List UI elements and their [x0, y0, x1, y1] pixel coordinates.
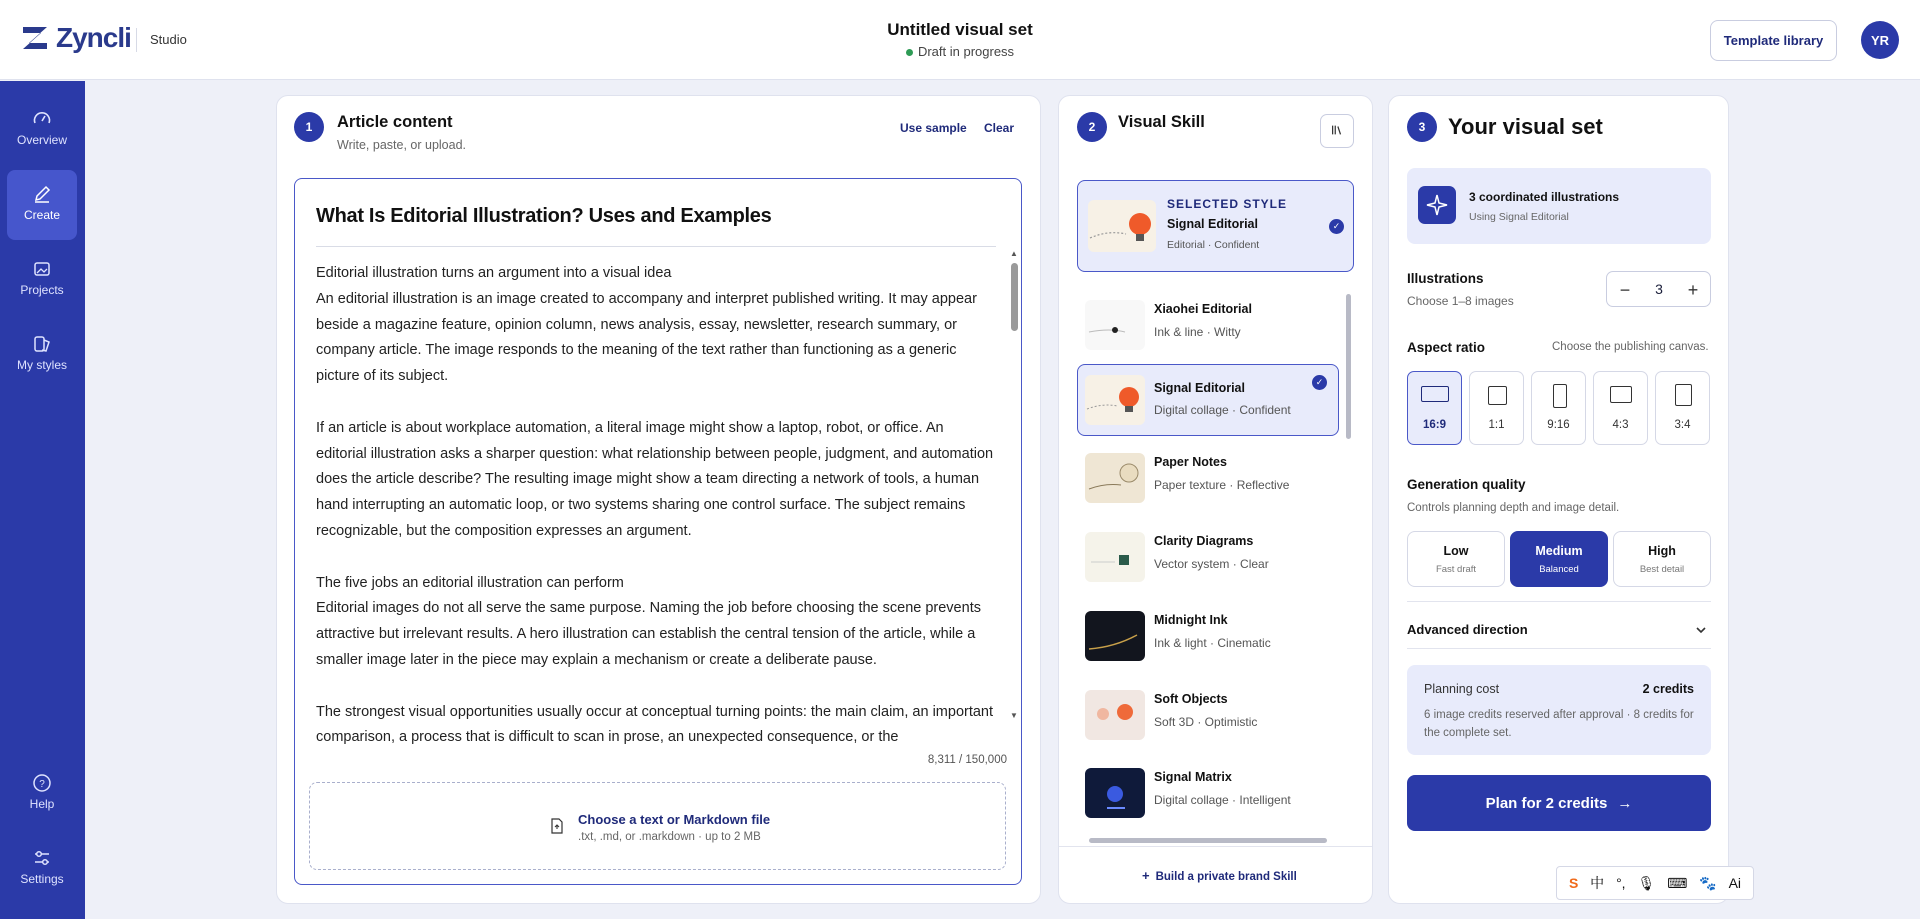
gauge-icon [32, 109, 52, 129]
punctuation-icon[interactable]: °, [1616, 875, 1626, 891]
skill-name: Clarity Diagrams [1154, 534, 1254, 548]
illustrations-stepper [1606, 271, 1711, 307]
quality-hint: Controls planning depth and image detail. [1407, 502, 1620, 514]
check-icon: ✓ [1329, 219, 1344, 234]
styles-icon [32, 334, 52, 354]
file-upload-dropzone[interactable] [309, 782, 1006, 870]
quality-name: High [1648, 544, 1676, 558]
skill-item-signal-matrix[interactable] [1077, 758, 1339, 830]
build-label: Build a private brand Skill [1155, 871, 1297, 883]
divider [1407, 648, 1711, 649]
sparkle-icon [1418, 186, 1456, 224]
sidebar [0, 81, 85, 919]
increment-button[interactable]: + [1681, 278, 1705, 302]
skill-meta: Ink & line · Witty [1154, 325, 1241, 339]
paragraph: The five jobs an editorial illustration can perform Editorial images do not all serve the same purpose. Naming the job before choosing the scene prevents attractive but irrelevant results. A hero illustration can establish the central tension of the article, while a smaller image later in the piece may explain a mechanism or create a deliberate pause. [316, 574, 981, 668]
illustrations-value[interactable]: 3 [1655, 281, 1663, 297]
skill-item-clarity-diagrams[interactable] [1077, 522, 1339, 594]
aspect-3-4-icon [1675, 384, 1692, 406]
ime-toolbar [1556, 866, 1754, 900]
sidebar-item-my-styles[interactable] [7, 320, 77, 390]
chevron-down-icon[interactable] [1695, 624, 1707, 636]
aspect-option-label: 3:4 [1674, 419, 1691, 431]
diagram-thumbnail-icon [1085, 532, 1145, 582]
skill-name: Midnight Ink [1154, 613, 1228, 627]
file-icon [550, 818, 564, 834]
paragraph: If an article is about workplace automation, a literal image might show a laptop, robot, or office. An editorial illustration asks a sharper question: what relationship between people, judgment, and automation does the article describe? The resulting image might show a team directing a network of tools, a human hand interrupting an automatic loop, or two systems sharing one control surface. The subject remains recognizable, but the composition expresses an argument. [316, 419, 994, 539]
aspect-4-3-icon [1610, 386, 1632, 403]
quality-label: Generation quality [1407, 477, 1526, 492]
article-body[interactable] [316, 261, 996, 746]
skill-name: Signal Matrix [1154, 770, 1232, 784]
skill-name: Paper Notes [1154, 455, 1227, 469]
sidebar-item-settings[interactable] [7, 834, 77, 904]
selected-style-meta: Editorial · Confident [1167, 239, 1260, 251]
bulb-thumbnail-icon [1088, 200, 1156, 252]
sidebar-item-help[interactable] [7, 759, 77, 829]
selected-style-name: Signal Editorial [1167, 217, 1258, 231]
cost-label: Planning cost [1424, 682, 1500, 696]
svg-text:?: ? [39, 779, 45, 790]
skill-name: Xiaohei Editorial [1154, 302, 1252, 316]
plus-icon: + [1142, 868, 1150, 883]
upload-title: Choose a text or Markdown file [578, 812, 771, 827]
skill-meta: Paper texture · Reflective [1154, 478, 1290, 492]
quality-name: Low [1443, 544, 1469, 558]
aspect-ratio-label: Aspect ratio [1407, 340, 1486, 355]
sidebar-item-label: Create [23, 208, 61, 222]
use-sample-button[interactable]: Use sample [900, 121, 967, 135]
skill-list-horizontal-scrollbar[interactable] [1089, 838, 1327, 843]
style-thumbnail [1085, 611, 1145, 661]
paragraph: Editorial illustration turns an argument into a visual idea An editorial illustration is an image created to accompany and interpret published writing. It may appear beside a magazine feature, opinion column, news analysis, essay, newsletter, research summary, or company article. The image responds to the meaning of the text rather than functioning as a generic picture of its subject. [316, 265, 977, 385]
sidebar-item-label: Settings [20, 872, 64, 886]
midnight-thumbnail-icon [1085, 611, 1145, 661]
skill-list [1077, 290, 1345, 840]
divider [136, 28, 137, 52]
top-bar [0, 0, 1920, 80]
aspect-option-label: 9:16 [1547, 419, 1570, 431]
document-title[interactable]: Untitled visual set [887, 20, 1033, 39]
aspect-option-9-16[interactable] [1531, 371, 1586, 445]
soft-3d-thumbnail-icon [1085, 690, 1145, 740]
aspect-1-1-icon [1488, 386, 1507, 405]
help-icon [32, 773, 52, 793]
divider [1407, 601, 1711, 602]
skill-item-soft-objects[interactable] [1077, 680, 1339, 752]
selected-style-label: SELECTED STYLE [1167, 197, 1288, 211]
step-badge: 3 [1407, 112, 1437, 142]
panel-subtitle: Write, paste, or upload. [337, 138, 467, 152]
quality-sub: Balanced [1539, 564, 1579, 575]
skill-meta: Soft 3D · Optimistic [1154, 715, 1258, 729]
style-thumbnail [1085, 453, 1145, 503]
skill-library-button[interactable] [1320, 114, 1354, 148]
divider [316, 246, 996, 247]
illustrations-hint: Choose 1–8 images [1407, 294, 1514, 308]
skill-item-signal-editorial[interactable] [1077, 364, 1339, 436]
ink-thumbnail-icon [1085, 300, 1145, 350]
library-icon [1330, 123, 1344, 137]
style-thumbnail [1085, 300, 1145, 350]
status-text: Draft in progress [917, 44, 1015, 59]
decrement-button[interactable]: − [1613, 278, 1637, 302]
skill-list-scrollbar[interactable] [1346, 294, 1351, 439]
step-badge: 2 [1077, 112, 1107, 142]
divider [1059, 846, 1372, 847]
quality-option-medium[interactable] [1510, 531, 1608, 587]
advanced-direction-toggle[interactable]: Advanced direction [1407, 622, 1528, 637]
skill-meta: Vector system · Clear [1154, 557, 1269, 571]
folder-image-icon [32, 259, 52, 279]
skill-meta: Ink & light · Cinematic [1154, 636, 1271, 650]
aspect-option-label: 16:9 [1422, 419, 1447, 431]
logo[interactable] [20, 22, 131, 54]
logo-mark-icon [20, 23, 50, 53]
article-heading[interactable]: What Is Editorial Illustration? Uses and Examples [316, 205, 772, 227]
template-library-button[interactable]: Template library [1710, 20, 1837, 61]
check-icon: ✓ [1312, 375, 1327, 390]
panel-title: Visual Skill [1118, 113, 1205, 131]
sidebar-item-projects[interactable] [7, 245, 77, 315]
aspect-9-16-icon [1553, 384, 1567, 408]
avatar[interactable]: YR [1861, 21, 1899, 59]
sidebar-item-overview[interactable] [7, 95, 77, 165]
cost-value: 2 credits [1642, 682, 1694, 696]
arrow-right-icon: → [1617, 794, 1633, 812]
skill-meta: Digital collage · Confident [1154, 403, 1291, 417]
document-status [760, 44, 1160, 59]
ai-icon[interactable]: Ai [1728, 875, 1742, 891]
plan-label: Plan for 2 credits [1485, 794, 1608, 812]
build-brand-skill-button[interactable] [1142, 868, 1297, 883]
quality-sub: Fast draft [1435, 564, 1477, 575]
aspect-option-3-4[interactable] [1655, 371, 1710, 445]
quality-option-low[interactable] [1407, 531, 1505, 587]
cost-note: 6 image credits reserved after approval · 8 credits for the complete set. [1424, 709, 1694, 739]
paw-icon[interactable]: 🐾 [1699, 874, 1717, 891]
skill-item-paper-notes[interactable] [1077, 443, 1339, 515]
summary-subtitle: Using Signal Editorial [1469, 211, 1569, 223]
sliders-icon [32, 848, 52, 868]
style-thumbnail [1085, 690, 1145, 740]
style-thumbnail [1085, 375, 1145, 425]
pen-icon [32, 184, 52, 204]
keyboard-icon[interactable]: ⌨ [1667, 874, 1688, 891]
character-count: 8,311 / 150,000 [927, 754, 1007, 766]
planning-cost-box [1407, 665, 1711, 755]
quality-option-high[interactable] [1613, 531, 1711, 587]
aspect-option-4-3[interactable] [1593, 371, 1648, 445]
skill-name: Soft Objects [1154, 692, 1228, 706]
studio-label: Studio [150, 32, 187, 47]
microphone-icon[interactable]: 🎙 [1637, 874, 1656, 891]
sidebar-item-create[interactable] [7, 170, 77, 240]
aspect-option-16-9[interactable] [1407, 371, 1462, 445]
skill-name: Signal Editorial [1154, 381, 1245, 395]
aspect-16-9-icon [1421, 386, 1449, 402]
skill-item-xiaohei-editorial[interactable] [1077, 290, 1339, 362]
clear-button[interactable]: Clear [984, 121, 1015, 135]
upload-hint: .txt, .md, or .markdown · up to 2 MB [578, 831, 761, 843]
sidebar-item-label: Overview [16, 133, 67, 147]
step-badge: 1 [294, 112, 324, 142]
paper-bulb-thumbnail-icon [1085, 453, 1145, 503]
selected-style-card[interactable] [1077, 180, 1354, 272]
aspect-option-label: 4:3 [1612, 419, 1629, 431]
summary-title: 3 coordinated illustrations [1469, 190, 1620, 204]
style-thumbnail [1085, 768, 1145, 818]
panel-title: Article content [337, 113, 453, 131]
matrix-thumbnail-icon [1085, 768, 1145, 818]
aspect-ratio-hint: Choose the publishing canvas. [1552, 341, 1709, 353]
paragraph: The strongest visual opportunities usually occur at conceptual turning points: the main claim, an important comparison, a process that is difficult to scan in prose, an unexpected consequence, or the [316, 703, 994, 746]
aspect-option-1-1[interactable] [1469, 371, 1524, 445]
sidebar-item-label: My styles [16, 358, 67, 372]
panel-title: Your visual set [1448, 114, 1603, 139]
scroll-down-icon[interactable]: ▼ [1010, 711, 1018, 720]
skill-meta: Digital collage · Intelligent [1154, 793, 1291, 807]
skill-item-midnight-ink[interactable] [1077, 601, 1339, 673]
sidebar-item-label: Help [29, 797, 55, 811]
illustrations-label: Illustrations [1407, 271, 1484, 286]
style-thumbnail [1085, 532, 1145, 582]
style-thumbnail [1088, 200, 1156, 252]
set-summary [1407, 168, 1711, 244]
article-editor[interactable] [294, 178, 1022, 885]
logo-text: Zyncli [56, 22, 131, 53]
sidebar-item-label: Projects [20, 283, 64, 297]
quality-name: Medium [1535, 544, 1583, 558]
status-dot-icon [906, 49, 913, 56]
bulb-thumbnail-icon [1085, 375, 1145, 425]
quality-sub: Best detail [1639, 564, 1685, 575]
scrollbar[interactable] [1011, 263, 1018, 331]
sogou-icon[interactable]: S [1568, 875, 1579, 891]
chinese-mode-icon[interactable]: 中 [1590, 875, 1605, 891]
scroll-up-icon[interactable]: ▲ [1010, 249, 1018, 258]
plan-button[interactable] [1407, 775, 1711, 831]
aspect-option-label: 1:1 [1488, 419, 1505, 431]
